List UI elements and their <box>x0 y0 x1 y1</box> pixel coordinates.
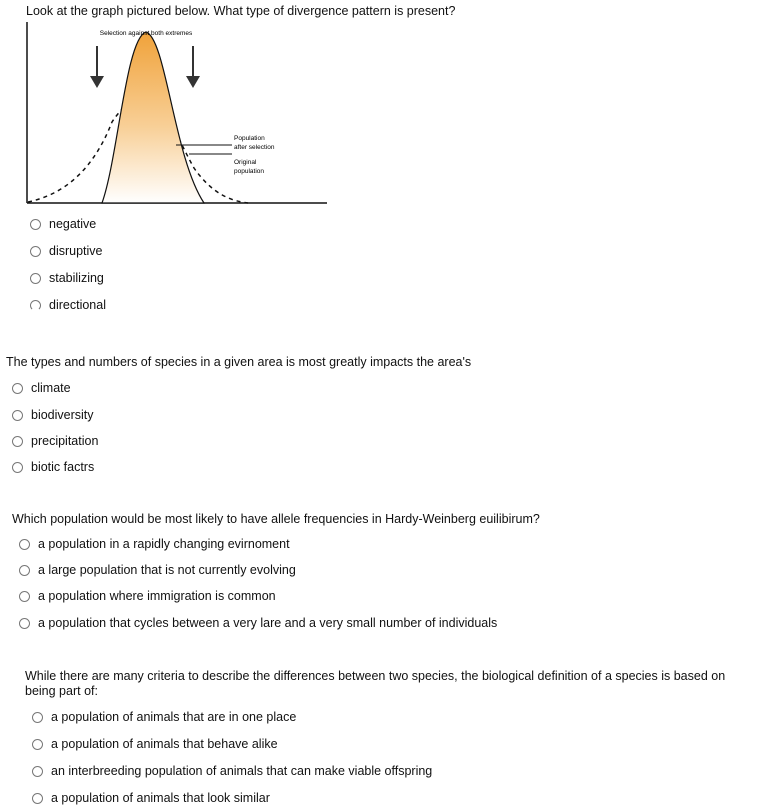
left-arrow-icon <box>90 46 104 88</box>
option-label: stabilizing <box>49 271 104 285</box>
option-label: an interbreeding population of animals that can make viable offspring <box>51 764 433 778</box>
q1-option-negative[interactable] <box>30 215 96 233</box>
q2-option-biotic-factrs[interactable] <box>12 458 94 476</box>
radio-button[interactable] <box>12 410 23 421</box>
q4-option-3[interactable] <box>32 762 432 780</box>
radio-button[interactable] <box>12 436 23 447</box>
option-label: biodiversity <box>31 408 94 422</box>
option-label: precipitation <box>31 434 99 448</box>
option-label: biotic factrs <box>31 460 95 474</box>
radio-button[interactable] <box>19 565 30 576</box>
q3-option-2[interactable] <box>19 561 296 579</box>
after-selection-curve <box>99 30 204 203</box>
option-label: a population in a rapidly changing evirnoment <box>38 537 290 551</box>
radio-button[interactable] <box>32 793 43 804</box>
option-label: a population that cycles between a very lare and a very small number of individuals <box>38 616 498 630</box>
option-label: disruptive <box>49 244 103 258</box>
q4-option-4[interactable] <box>32 789 270 807</box>
q2-option-climate[interactable] <box>12 379 71 397</box>
radio-button[interactable] <box>32 739 43 750</box>
q1-option-stabilizing[interactable] <box>30 269 104 287</box>
q4-option-1[interactable] <box>32 708 296 726</box>
option-label: a population of animals that look similar <box>51 791 270 805</box>
original-population-label-line1: Original <box>234 159 257 166</box>
radio-button[interactable] <box>30 300 41 311</box>
radio-button[interactable] <box>30 273 41 284</box>
radio-button[interactable] <box>30 219 41 230</box>
radio-button[interactable] <box>19 591 30 602</box>
q1-option-directional[interactable] <box>30 296 106 314</box>
option-label: a population of animals that are in one place <box>51 710 297 724</box>
radio-button[interactable] <box>19 539 30 550</box>
q2-option-biodiversity[interactable] <box>12 406 94 424</box>
selection-label: Selection against both extremes <box>99 30 193 37</box>
q3-option-3[interactable] <box>19 587 276 605</box>
option-label: directional <box>49 298 106 312</box>
question-4-text-line1: While there are many criteria to describe the differences between two species, the biological definition of a species is based on <box>25 669 726 683</box>
question-2-text: The types and numbers of species in a given area is most greatly impacts the area's <box>6 355 472 369</box>
question-1-text: Look at the graph pictured below. What type of divergence pattern is present? <box>26 4 456 18</box>
radio-button[interactable] <box>30 246 41 257</box>
after-selection-label-line2: after selection <box>234 144 275 151</box>
radio-button[interactable] <box>32 766 43 777</box>
q1-option-disruptive[interactable] <box>30 242 103 260</box>
radio-button[interactable] <box>12 383 23 394</box>
after-selection-label-line1: Population <box>234 135 265 142</box>
original-population-label-line2: population <box>234 168 264 175</box>
option-label: a population where immigration is common <box>38 589 276 603</box>
right-arrow-icon <box>186 46 200 88</box>
q2-option-precipitation[interactable] <box>12 432 98 450</box>
option-label: a large population that is not currently evolving <box>38 563 296 577</box>
radio-button[interactable] <box>12 462 23 473</box>
question-3-text: Which population would be most likely to have allele frequencies in Hardy-Weinberg euilibirum? <box>12 512 540 526</box>
option-label: climate <box>31 381 71 395</box>
option-label: a population of animals that behave alike <box>51 737 278 751</box>
radio-button[interactable] <box>19 618 30 629</box>
question-4-text-line2: being part of: <box>25 684 98 698</box>
q3-option-1[interactable] <box>19 535 290 553</box>
radio-button[interactable] <box>32 712 43 723</box>
selection-graph <box>26 18 336 208</box>
q4-option-2[interactable] <box>32 735 278 753</box>
q3-option-4[interactable] <box>19 614 497 632</box>
option-label: negative <box>49 217 97 231</box>
